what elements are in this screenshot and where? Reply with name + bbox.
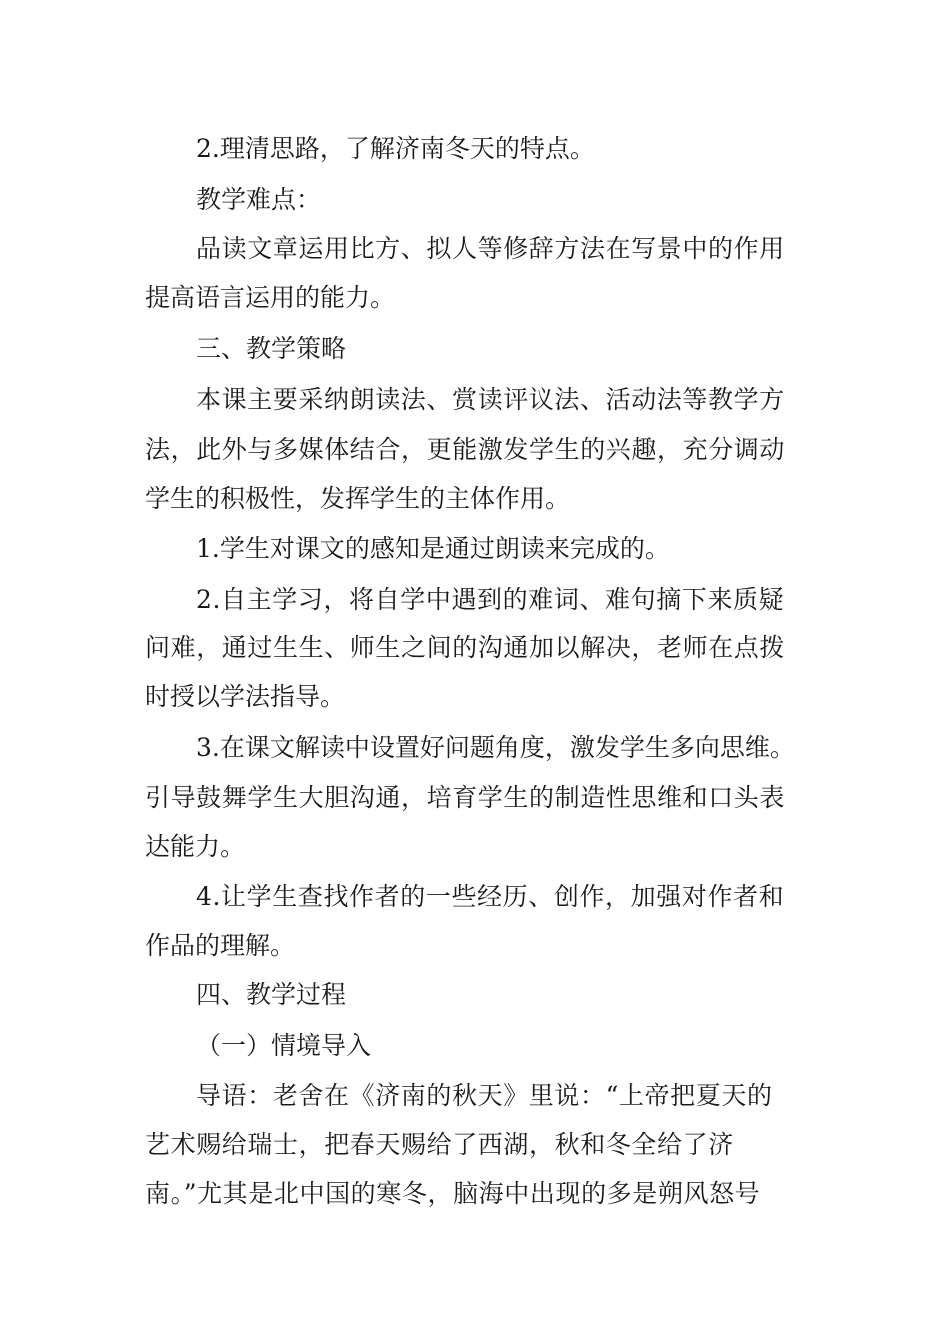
- text-line-15: 达能力。: [145, 832, 246, 861]
- text-line-8: 学生的积极性，发挥学生的主体作用。: [145, 484, 571, 513]
- text-line-14: 引导鼓舞学生大胆沟通，培育学生的制造性思维和口头表: [145, 783, 786, 812]
- text-line-4: 提高语言运用的能力。: [145, 283, 396, 312]
- text-line-21: 艺术赐给瑞士，把春天赐给了西湖，秋和冬全给了济: [145, 1130, 734, 1159]
- text-line-2: 教学难点：: [196, 185, 322, 214]
- text-line-6: 本课主要采纳朗读法、赏读评议法、活动法等教学方: [196, 385, 785, 414]
- text-line-20: 导语：老舍在《济南的秋天》里说：“上帝把夏天的: [196, 1081, 773, 1110]
- text-line-3: 品读文章运用比方、拟人等修辞方法在写景中的作用: [196, 234, 785, 263]
- text-line-7: 法，此外与多媒体结合，更能激发学生的兴趣，充分调动: [145, 435, 786, 464]
- text-line-11: 问难，通过生生、师生之间的沟通加以解决，老师在点拨: [145, 633, 786, 662]
- text-line-10: 2.自主学习，将自学中遇到的难词、难句摘下来质疑: [196, 585, 785, 614]
- text-line-17: 作品的理解。: [145, 931, 296, 960]
- section-heading-strategy: 三、教学策略: [196, 334, 347, 363]
- section-heading-process: 四、教学过程: [196, 980, 347, 1009]
- text-line-12: 时授以学法指导。: [145, 682, 346, 711]
- text-line-9: 1.学生对课文的感知是通过朗读来完成的。: [196, 534, 670, 563]
- text-line-22: 南。”尤其是北中国的寒冬，脑海中出现的多是朔风怒号: [145, 1179, 761, 1208]
- text-line-13: 3.在课文解读中设置好问题角度，激发学生多向思维。: [196, 733, 795, 762]
- subsection-heading-intro: （一）情境导入: [196, 1031, 372, 1060]
- text-line-16: 4.让学生查找作者的一些经历、创作，加强对作者和: [196, 882, 785, 911]
- text-line-1: 2.理清思路，了解济南冬天的特点。: [196, 134, 595, 163]
